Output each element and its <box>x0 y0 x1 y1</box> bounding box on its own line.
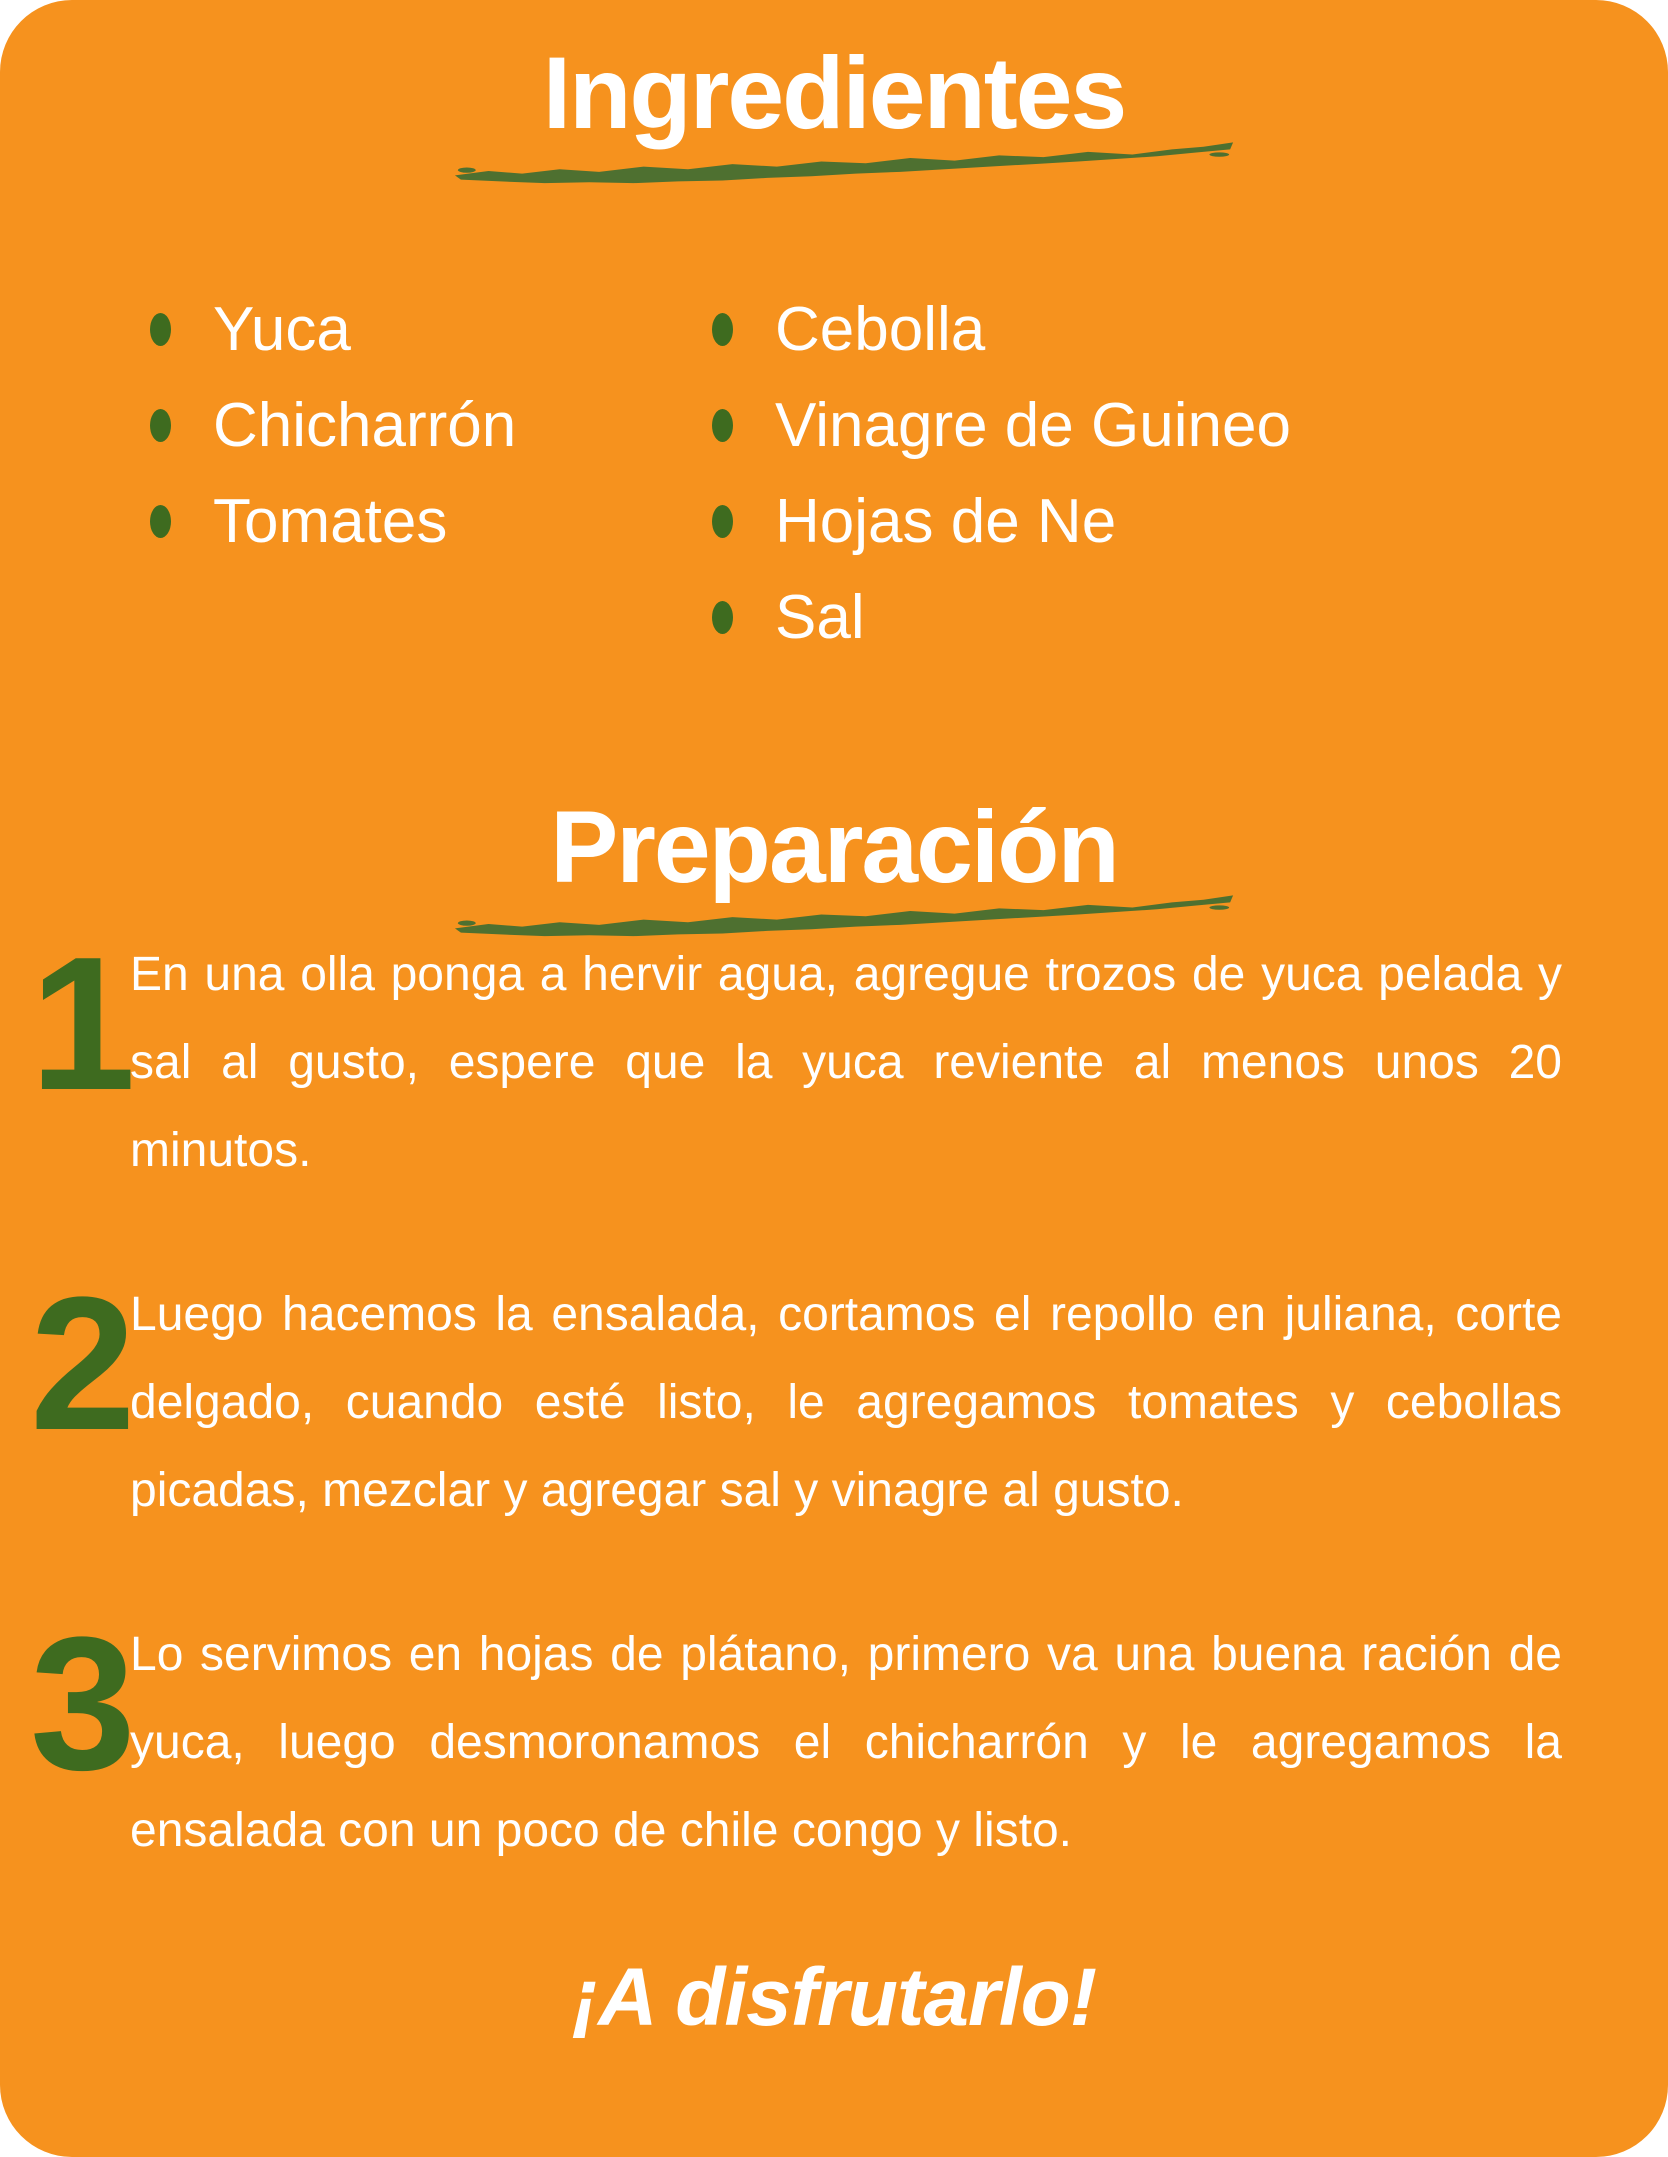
step-2 <box>30 1258 1562 1535</box>
ingredients-title: Ingredientes <box>542 36 1126 150</box>
ingredient-label: Cebolla <box>775 295 986 364</box>
bullet-icon <box>712 409 733 442</box>
list-item <box>150 474 712 570</box>
step-1 <box>30 918 1562 1195</box>
step-3 <box>30 1598 1562 1875</box>
ingredients-list <box>150 282 1668 666</box>
bullet-icon <box>150 505 171 538</box>
bullet-icon <box>150 313 171 346</box>
list-item <box>712 474 1291 570</box>
bullet-icon <box>712 313 733 346</box>
preparation-section <box>0 784 1668 2046</box>
step-3-number: 3 <box>30 1598 136 1810</box>
ingredients-column-right <box>712 282 1291 666</box>
ingredients-section <box>0 30 1668 666</box>
bullet-icon <box>712 505 733 538</box>
preparation-underline <box>0 885 1668 937</box>
step-1-text: En una olla ponga a hervir agua, agregue trozos de yuca pelada y sal al gusto, espere que la yuca reviente al menos unos 20 minutos. <box>130 948 1562 1177</box>
ingredient-label: Tomates <box>213 487 448 556</box>
step-3-text: Lo servimos en hojas de plátano, primero va una buena ración de yuca, luego desmoronamos el chicharrón y le agregamos la ensalada con un poco de chile congo y listo. <box>130 1628 1562 1857</box>
bullet-icon <box>712 601 733 634</box>
ingredients-underline <box>0 132 1668 184</box>
list-item <box>150 378 712 474</box>
closing-message: ¡A disfrutarlo! <box>571 1952 1097 2043</box>
ingredient-label: Chicharrón <box>213 391 517 460</box>
brush-stroke-icon <box>451 132 1241 184</box>
ingredient-label: Yuca <box>213 295 351 364</box>
brush-stroke-icon <box>451 885 1241 937</box>
steps-list <box>0 918 1668 1875</box>
list-item <box>712 282 1291 378</box>
list-item <box>712 570 1291 666</box>
step-2-text: Luego hacemos la ensalada, cortamos el repollo en juliana, corte delgado, cuando esté listo, le agregamos tomates y cebollas picadas, mezclar y agregar sal y vinagre al gusto. <box>130 1288 1562 1517</box>
ingredient-label: Vinagre de Guineo <box>775 391 1291 460</box>
list-item <box>150 282 712 378</box>
ingredients-column-left <box>150 282 712 666</box>
ingredient-label: Sal <box>775 583 865 652</box>
preparation-title: Preparación <box>550 789 1118 904</box>
ingredient-label: Hojas de Ne <box>775 487 1117 556</box>
bullet-icon <box>150 409 171 442</box>
step-2-number: 2 <box>30 1258 136 1470</box>
step-1-number: 1 <box>30 918 136 1130</box>
list-item <box>712 378 1291 474</box>
